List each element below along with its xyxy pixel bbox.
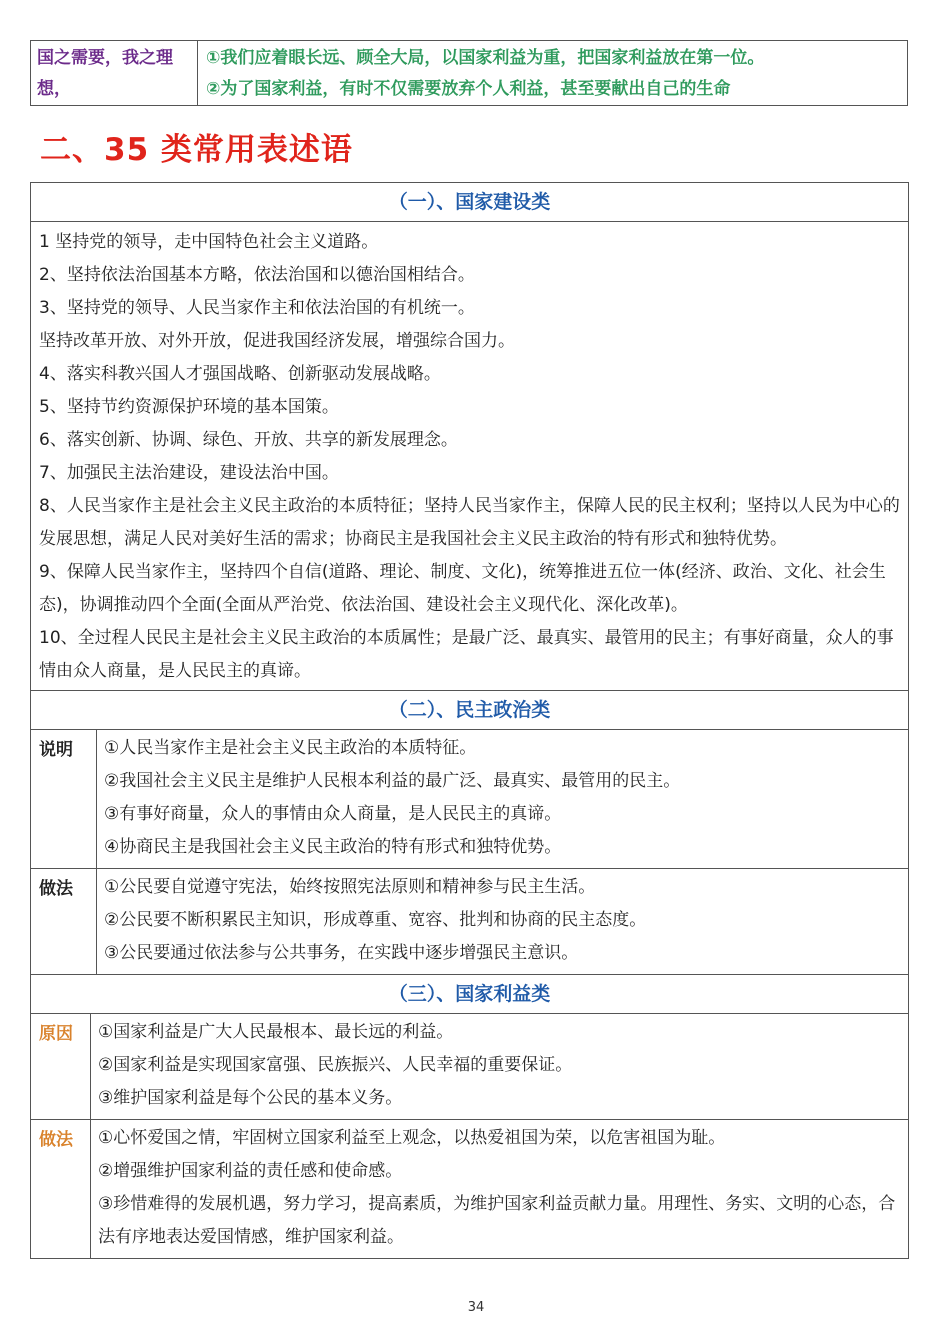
top-table-label: 国之需要，我之理想， xyxy=(31,41,198,105)
table-row xyxy=(31,869,908,974)
list-item: ①国家利益是广大人民最根本、最长远的利益。 xyxy=(98,1022,454,1042)
row-label-method: 做法 xyxy=(31,869,97,974)
table-row xyxy=(31,1014,908,1120)
list-item: 10、全过程人民民主是社会主义民主政治的本质属性；是最广泛、最真实、最管用的民主；有事好商量，众人的事情由众人商量，是人民民主的真谛。 xyxy=(39,628,894,681)
expressions-table xyxy=(30,182,909,1259)
list-item: 6、落实创新、协调、绿色、开放、共享的新发展理念。 xyxy=(39,430,458,450)
row-body xyxy=(97,869,908,974)
list-item: 7、加强民主法治建设，建设法治中国。 xyxy=(39,463,339,483)
list-item: 9、保障人民当家作主，坚持四个自信(道路、理论、制度、文化)，统筹推进五位一体(经济、政治、文化、社会生态)，协调推动四个全面(全面从严治党、依法治国、建设社会主义现代化、深化改革)。 xyxy=(39,562,886,615)
top-table-content xyxy=(198,41,907,105)
democratic-politics-table xyxy=(31,730,908,975)
section-title-democratic-politics: （二）、民主政治类 xyxy=(31,691,908,730)
national-construction-list xyxy=(31,222,908,691)
list-item: 5、坚持节约资源保护环境的基本国策。 xyxy=(39,397,339,417)
list-item: ③维护国家利益是每个公民的基本义务。 xyxy=(98,1088,403,1108)
list-item: ①公民要自觉遵守宪法，始终按照宪法原则和精神参与民主生活。 xyxy=(104,877,596,897)
row-label-method: 做法 xyxy=(31,1120,91,1258)
list-item: 8、人民当家作主是社会主义民主政治的本质特征；坚持人民当家作主，保障人民的民主权利；坚持以人民为中心的发展思想，满足人民对美好生活的需求；协商民主是我国社会主义民主政治的特有形式和独特优势。 xyxy=(39,496,900,549)
top-table-line: ②为了国家利益，有时不仅需要放弃个人利益，甚至要献出自己的生命 xyxy=(206,79,731,99)
page-number: 34 xyxy=(467,1300,485,1315)
section-title-national-interest: （三）、国家利益类 xyxy=(31,975,908,1014)
list-item: ③公民要通过依法参与公共事务，在实践中逐步增强民主意识。 xyxy=(104,943,579,963)
list-item: ③珍惜难得的发展机遇，努力学习，提高素质，为维护国家利益贡献力量。用理性、务实、文明的心态，合法有序地表达爱国情感，维护国家利益。 xyxy=(98,1194,896,1247)
list-item: ②公民要不断积累民主知识，形成尊重、宽容、批判和协商的民主态度。 xyxy=(104,910,647,930)
row-body xyxy=(91,1014,908,1119)
list-item: 3、坚持党的领导、人民当家作主和依法治国的有机统一。 xyxy=(39,298,475,318)
table-row xyxy=(31,730,908,869)
list-item: 坚持改革开放、对外开放，促进我国经济发展，增强综合国力。 xyxy=(39,331,515,351)
row-body xyxy=(91,1120,908,1258)
top-table xyxy=(30,40,908,106)
row-label-explanation: 说明 xyxy=(31,730,97,868)
list-item: ②增强维护国家利益的责任感和使命感。 xyxy=(98,1161,403,1181)
table-row xyxy=(31,1120,908,1258)
section-heading: 二、35 类常用表述语 xyxy=(40,132,353,168)
list-item: ④协商民主是我国社会主义民主政治的特有形式和独特优势。 xyxy=(104,837,562,857)
list-item: ②国家利益是实现国家富强、民族振兴、人民幸福的重要保证。 xyxy=(98,1055,573,1075)
list-item: 2、坚持依法治国基本方略，依法治国和以德治国相结合。 xyxy=(39,265,475,285)
list-item: ①人民当家作主是社会主义民主政治的本质特征。 xyxy=(104,738,477,758)
section-title-national-construction: （一）、国家建设类 xyxy=(31,183,908,222)
row-label-reason: 原因 xyxy=(31,1014,91,1119)
top-table-line: ①我们应着眼长远、顾全大局，以国家利益为重，把国家利益放在第一位。 xyxy=(206,48,765,68)
national-interest-table xyxy=(31,1014,908,1258)
list-item: ①心怀爱国之情，牢固树立国家利益至上观念，以热爱祖国为荣，以危害祖国为耻。 xyxy=(98,1128,726,1148)
row-body xyxy=(97,730,908,868)
list-item: ②我国社会主义民主是维护人民根本利益的最广泛、最真实、最管用的民主。 xyxy=(104,771,681,791)
list-item: ③有事好商量，众人的事情由众人商量，是人民民主的真谛。 xyxy=(104,804,562,824)
list-item: 4、落实科教兴国人才强国战略、创新驱动发展战略。 xyxy=(39,364,441,384)
list-item: 1 坚持党的领导，走中国特色社会主义道路。 xyxy=(39,232,379,252)
